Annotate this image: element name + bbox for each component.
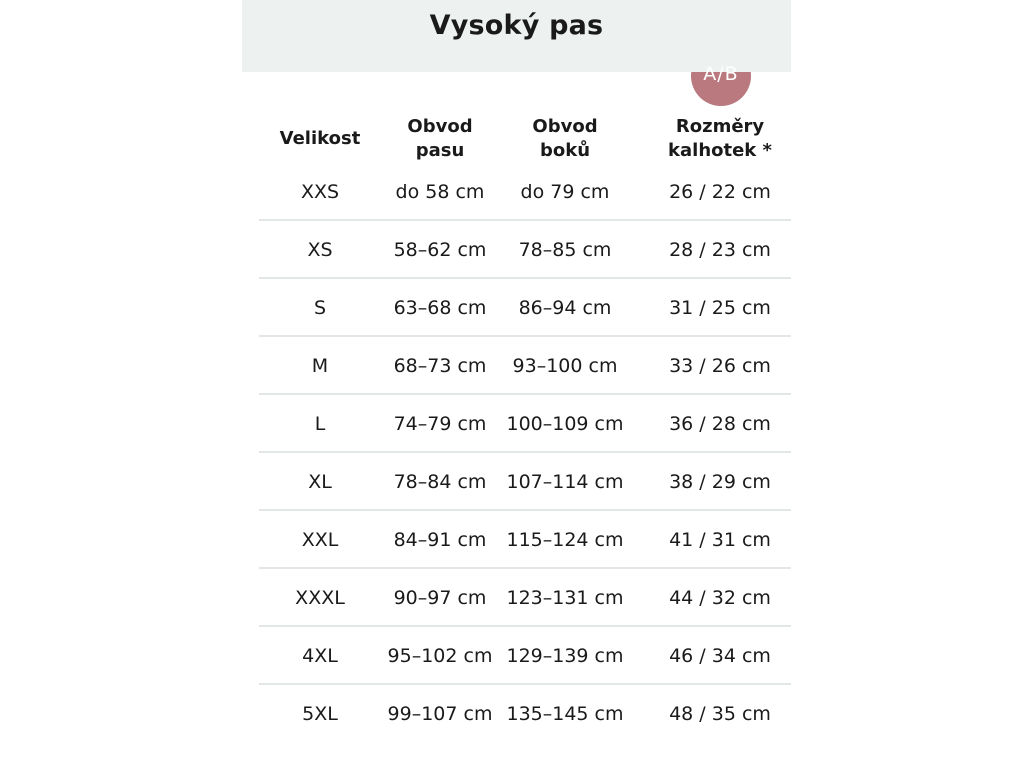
cell-size: XXS: [300, 181, 340, 203]
header-size-label: Velikost: [279, 128, 361, 149]
cell-hips: 93–100 cm: [512, 355, 618, 377]
cell-hips: do 79 cm: [520, 181, 610, 203]
table-row: [259, 279, 791, 337]
badge-label: A/B: [703, 63, 739, 85]
cell-size: XL: [308, 471, 332, 493]
cell-dimensions: 36 / 28 cm: [669, 413, 771, 435]
cell-size: 5XL: [302, 703, 338, 725]
cell-dimensions: 31 / 25 cm: [669, 297, 771, 319]
cell-waist: 99–107 cm: [387, 703, 493, 725]
cell-dimensions: 33 / 26 cm: [669, 355, 771, 377]
header-dimensions: [645, 115, 795, 163]
cell-waist: 63–68 cm: [393, 297, 487, 319]
title-bar: [242, 0, 791, 72]
header-waist-line2: pasu: [415, 140, 465, 161]
cell-waist: do 58 cm: [395, 181, 485, 203]
cell-waist: 74–79 cm: [393, 413, 487, 435]
table-row: [259, 337, 791, 395]
table-row: [259, 627, 791, 685]
cell-dimensions: 48 / 35 cm: [669, 703, 771, 725]
cell-size: 4XL: [302, 645, 338, 667]
header-hips: [500, 115, 630, 163]
table-header: [242, 115, 791, 165]
cell-hips: 107–114 cm: [506, 471, 624, 493]
cell-hips: 135–145 cm: [506, 703, 624, 725]
cell-waist: 90–97 cm: [393, 587, 487, 609]
cell-size: S: [313, 297, 327, 319]
page-title: Vysoký pas: [429, 10, 604, 41]
header-hips-line2: boků: [539, 140, 591, 161]
table-row: [259, 569, 791, 627]
table-row: [259, 685, 791, 743]
cell-dimensions: 38 / 29 cm: [669, 471, 771, 493]
header-hips-line1: Obvod: [532, 116, 598, 137]
cell-hips: 129–139 cm: [506, 645, 624, 667]
cell-size: XXXL: [295, 587, 345, 609]
cell-waist: 58–62 cm: [393, 239, 487, 261]
header-dimensions-line2: kalhotek *: [668, 140, 772, 161]
cell-hips: 78–85 cm: [518, 239, 612, 261]
table-row: [259, 221, 791, 279]
table-row: [259, 163, 791, 221]
cell-dimensions: 46 / 34 cm: [669, 645, 771, 667]
cell-dimensions: 28 / 23 cm: [669, 239, 771, 261]
header-size: [260, 127, 380, 151]
cell-waist: 78–84 cm: [393, 471, 487, 493]
cell-dimensions: 26 / 22 cm: [669, 181, 771, 203]
cell-waist: 68–73 cm: [393, 355, 487, 377]
size-chart-panel: [242, 0, 791, 768]
cell-hips: 123–131 cm: [506, 587, 624, 609]
table-row: [259, 511, 791, 569]
cell-waist: 84–91 cm: [393, 529, 487, 551]
cell-size: XXL: [301, 529, 339, 551]
cell-size: XS: [307, 239, 333, 261]
cell-dimensions: 41 / 31 cm: [669, 529, 771, 551]
header-dimensions-line1: Rozměry: [675, 116, 765, 137]
cell-hips: 100–109 cm: [506, 413, 624, 435]
cell-dimensions: 44 / 32 cm: [669, 587, 771, 609]
table-row: [259, 395, 791, 453]
cell-hips: 115–124 cm: [506, 529, 624, 551]
cell-size: M: [311, 355, 329, 377]
header-waist: [380, 115, 500, 163]
cell-size: L: [314, 413, 326, 435]
table-row: [259, 453, 791, 511]
header-waist-line1: Obvod: [407, 116, 473, 137]
table-body: [259, 163, 791, 743]
cell-waist: 95–102 cm: [387, 645, 493, 667]
cell-hips: 86–94 cm: [518, 297, 612, 319]
